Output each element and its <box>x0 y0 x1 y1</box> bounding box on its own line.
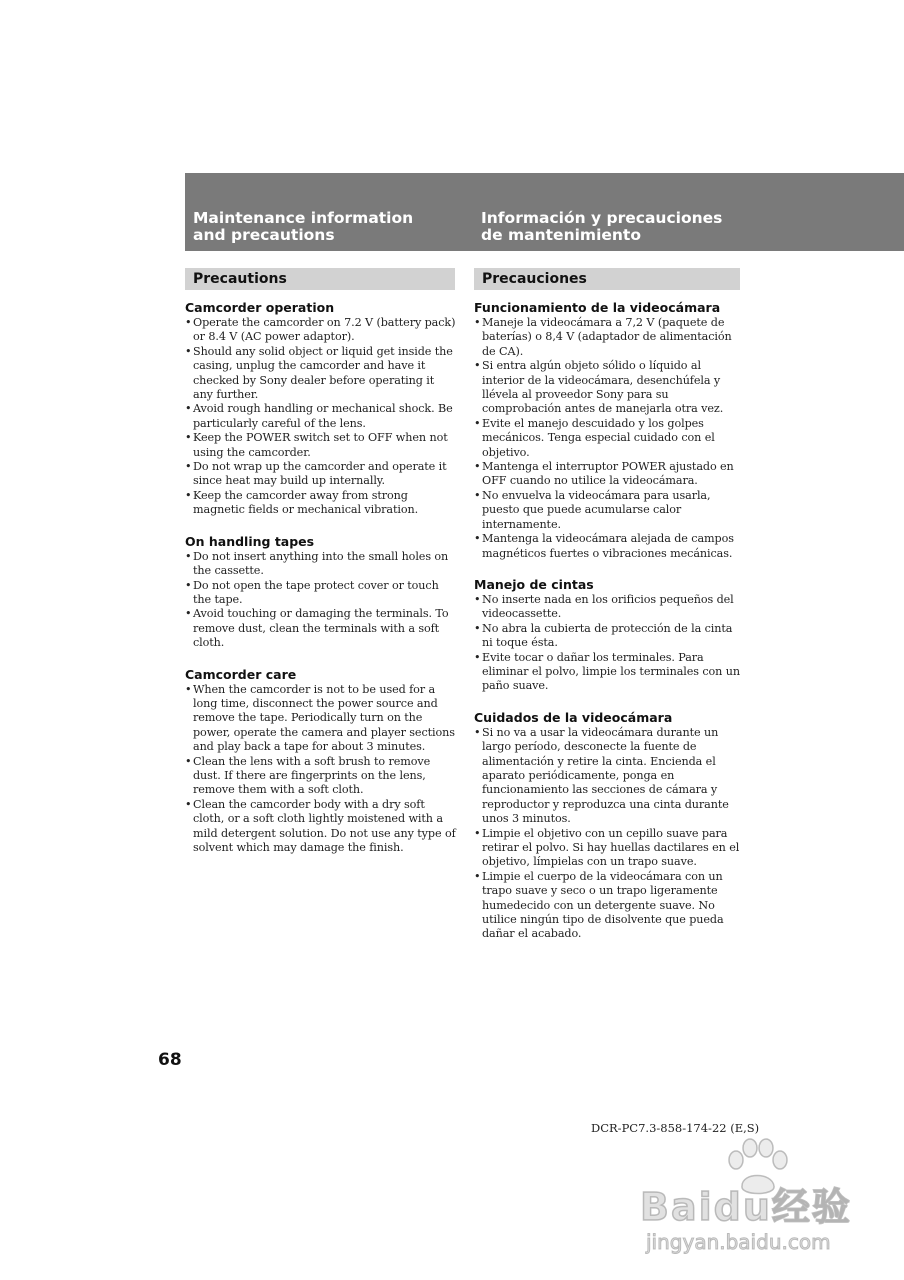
subheading: On handling tapes <box>185 533 315 549</box>
model-code: DCR-PC7.3-858-174-22 (E,S) <box>591 1121 760 1135</box>
group-cuidados <box>474 710 746 942</box>
bullet-item: • When the camcorder is not to be used for a long time, disconnect the power source and remove the tape. Periodically turn on the power, operate the camera and player sections and play back a tape for about 3 minutes. <box>185 683 457 755</box>
english-column <box>185 268 457 871</box>
section-header-precauciones: Precauciones <box>474 268 740 290</box>
spanish-title: Información y precauciones de mantenimiento <box>481 209 723 244</box>
bullet-item: • Avoid rough handling or mechanical shock. Be particularly careful of the lens. <box>185 402 457 431</box>
subheading: Funcionamiento de la videocámara <box>474 300 721 315</box>
bullet-item: • Si entra algún objeto sólido o líquido al interior de la videocámara, desenchúfela y llévela al proveedor Sony para su comprobación antes de manejarla otra vez. <box>474 359 746 417</box>
title-banner <box>185 173 904 251</box>
english-title: Maintenance information and precautions <box>193 209 414 244</box>
bullet-item: • Keep the camcorder away from strong magnetic fields or mechanical vibration. <box>185 489 457 518</box>
subheading: Manejo de cintas <box>474 576 594 592</box>
baidu-watermark <box>640 1138 870 1273</box>
group-manejo-cintas <box>474 577 746 694</box>
section-header-precautions: Precautions <box>185 268 455 290</box>
bullet-item: • Limpie el cuerpo de la videocámara con un trapo suave y seco o un trapo ligeramente humedecido con un detergente suave. No utilice ningún tipo de disolvente que pueda dañar el acabado. <box>474 870 746 942</box>
group-camcorder-operation <box>185 300 457 518</box>
bullet-item: • Evite el manejo descuidado y los golpes mecánicos. Tenga especial cuidado con el objetivo. <box>474 417 746 460</box>
bullet-item: • No abra la cubierta de protección de la cinta ni toque ésta. <box>474 622 746 651</box>
group-handling-tapes <box>185 534 457 651</box>
bullet-item: • Clean the camcorder body with a dry soft cloth, or a soft cloth lightly moistened with a mild detergent solution. Do not use any type of solvent which may damage the finish. <box>185 798 457 856</box>
bullet-item: • Maneje la videocámara a 7,2 V (paquete de baterías) o 8,4 V (adaptador de alimentación de CA). <box>474 316 746 359</box>
subheading: Camcorder care <box>185 666 297 682</box>
bullet-list <box>185 683 457 856</box>
subheading: Camcorder operation <box>185 300 335 315</box>
bullet-item: • No envuelva la videocámara para usarla, puesto que puede acumularse calor internamente. <box>474 489 746 532</box>
group-camcorder-care <box>185 667 457 856</box>
bullet-list <box>474 593 746 694</box>
watermark-url: jingyan.baidu.com <box>646 1230 831 1254</box>
bullet-list <box>474 726 746 942</box>
bullet-list <box>474 316 746 561</box>
subheading: Cuidados de la videocámara <box>474 709 673 725</box>
bullet-item: • Evite tocar o dañar los terminales. Para eliminar el polvo, limpie los terminales con un paño suave. <box>474 651 746 694</box>
bullet-item: • Clean the lens with a soft brush to remove dust. If there are fingerprints on the lens, remove them with a soft cloth. <box>185 755 457 798</box>
watermark-brand: Baidu经验 <box>640 1185 852 1229</box>
bullet-list <box>185 316 457 518</box>
spanish-column <box>474 268 746 958</box>
bullet-item: • Do not wrap up the camcorder and operate it since heat may build up internally. <box>185 460 457 489</box>
bullet-item: • Mantenga la videocámara alejada de campos magnéticos fuertes o vibraciones mecánicas. <box>474 532 746 561</box>
bullet-item: • Keep the POWER switch set to OFF when not using the camcorder. <box>185 431 457 460</box>
bullet-list <box>185 550 457 651</box>
bullet-item: • Do not insert anything into the small holes on the cassette. <box>185 550 457 579</box>
bullet-item: • Should any solid object or liquid get inside the casing, unplug the camcorder and have it checked by Sony dealer before operating it any further. <box>185 345 457 403</box>
group-funcionamiento <box>474 300 746 561</box>
bullet-item: • Si no va a usar la videocámara durante un largo período, desconecte la fuente de alimentación y retire la cinta. Encienda el aparato periódicamente, ponga en funcionamiento las secciones de cámara y reproductor y reproduzca una cinta durante unos 3 minutos. <box>474 726 746 827</box>
bullet-item: • Mantenga el interruptor POWER ajustado en OFF cuando no utilice la videocámara. <box>474 460 746 489</box>
page-number: 68 <box>158 1050 182 1070</box>
bullet-item: • Do not open the tape protect cover or touch the tape. <box>185 579 457 608</box>
bullet-item: • Avoid touching or damaging the terminals. To remove dust, clean the terminals with a soft cloth. <box>185 607 457 650</box>
bullet-item: • No inserte nada en los orificios pequeños del videocassette. <box>474 593 746 622</box>
bullet-item: • Limpie el objetivo con un cepillo suave para retirar el polvo. Si hay huellas dactilares en el objetivo, límpielas con un trapo suave. <box>474 827 746 870</box>
bullet-item: • Operate the camcorder on 7.2 V (battery pack) or 8.4 V (AC power adaptor). <box>185 316 457 345</box>
